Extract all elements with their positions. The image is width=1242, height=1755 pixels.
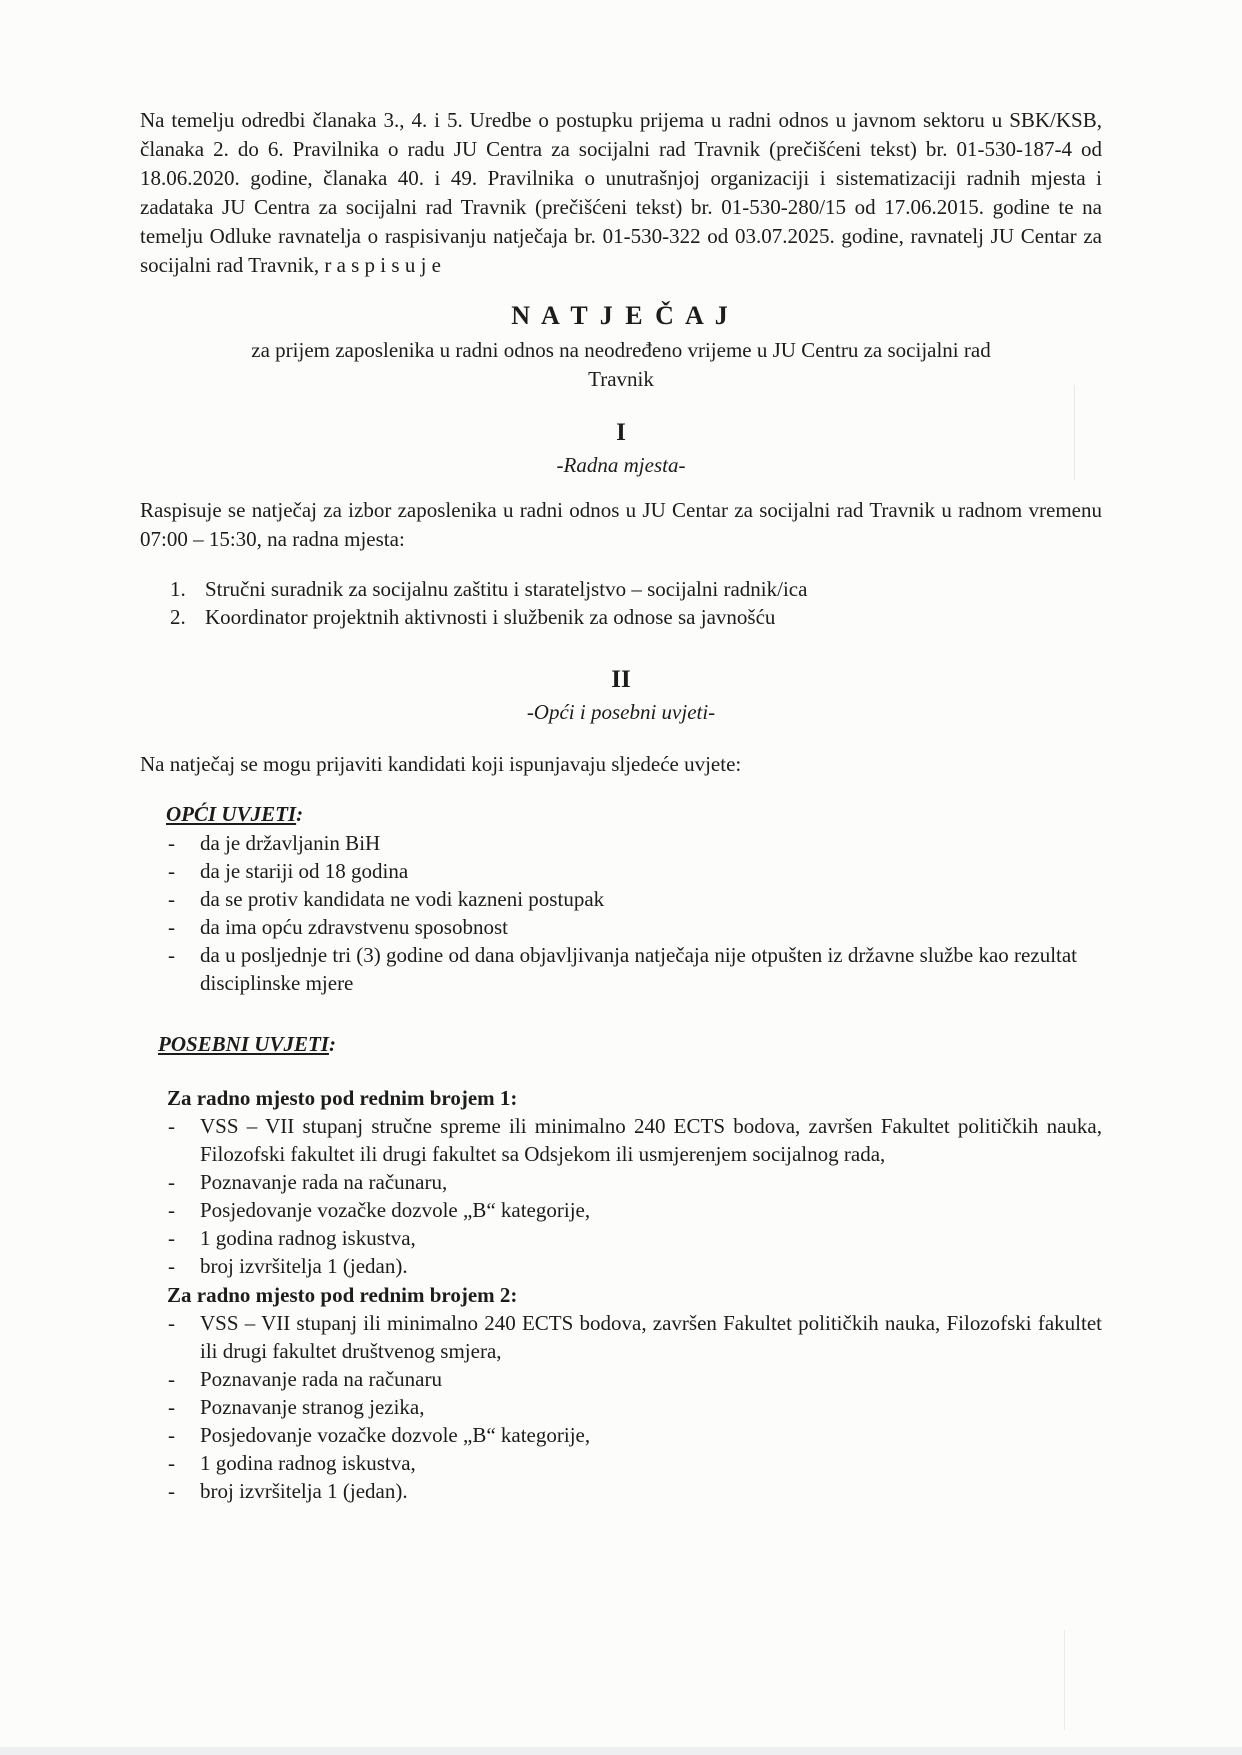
scan-edge-strip [0,1747,1242,1755]
list-item [140,1421,1102,1449]
list-item [140,829,1102,857]
list-item [140,941,1102,997]
list-item-text: Koordinator projektnih aktivnosti i službenik za odnose sa javnošću [205,605,776,629]
dash-bullet: - [168,1254,175,1278]
document-title: N A T J E Č A J [511,301,731,330]
job-2-requirements-list [140,1309,1102,1505]
dash-bullet: - [168,1395,175,1419]
section-2-paragraph: Na natječaj se mogu prijaviti kandidati koji ispunjavaju sljedeće uvjete: [140,752,742,776]
list-item-number: 2. [170,605,186,629]
section-2-numeral: II [611,666,631,693]
list-item-text: da je državljanin BiH [200,831,381,855]
list-item [140,603,1102,631]
dash-bullet: - [168,1451,175,1475]
list-item [140,913,1102,941]
list-item-text: 1 godina radnog iskustva, [200,1226,416,1250]
list-item-text: da se protiv kandidata ne vodi kazneni postupak [200,887,605,911]
list-item-text: da u posljednje tri (3) godine od dana objavljivanja natječaja nije otpušten iz državne službe kao rezultat disciplinske mjere [200,943,1078,995]
document-content [140,85,1102,1505]
list-item-text: Poznavanje rada na računaru, [200,1170,448,1194]
section-1-caption: -Radna mjesta- [556,453,686,477]
list-item [140,1365,1102,1393]
scan-artifact-line [1074,385,1075,480]
document-subtitle [140,336,1102,394]
heading-colon: : [296,802,304,826]
list-item-text: Poznavanje stranog jezika, [200,1395,425,1419]
job-2-requirements-heading: Za radno mjesto pod rednim brojem 2: [167,1283,518,1307]
special-conditions-heading [158,1030,1102,1059]
dash-bullet: - [168,831,175,855]
list-item-text: Stručni suradnik za socijalnu zaštitu i starateljstvo – socijalni radnik/ica [205,577,808,601]
special-conditions-heading-text: POSEBNI UVJETI [158,1032,329,1056]
intro-paragraph: Na temelju odredbi članaka 3., 4. i 5. Uredbe o postupku prijema u radni odnos u javnom sektoru u SBK/KSB, članaka 2. do 6. Pravilnika o radu JU Centra za socijalni rad Travnik (prečišćeni tekst) br. 01-530-187-4 od 18.06.2020. godine, članaka 40. i 49. Pravilnika o unutrašnjoj organizaciji i sistematizaciji radnih mjesta i zadataka JU Centra za socijalni rad Travnik (prečišćeni tekst) br. 01-530-280/15 od 17.06.2015. godine te na temelju Odluke ravnatelja o raspisivanju natječaja br. 01-530-322 od 03.07.2025. godine, ravnatelj JU Centar za socijalni rad Travnik, r a s p i s u j e [140,108,1102,277]
dash-bullet: - [168,915,175,939]
list-item [140,1309,1102,1365]
dash-bullet: - [168,1226,175,1250]
list-item-number: 1. [170,577,186,601]
general-conditions-heading [166,800,1102,829]
dash-bullet: - [168,1367,175,1391]
dash-bullet: - [168,1311,175,1335]
list-item-text: Posjedovanje vozačke dozvole „B“ kategorije, [200,1198,591,1222]
list-item-text: Posjedovanje vozačke dozvole „B“ kategorije, [200,1423,591,1447]
section-2-caption: -Opći i posebni uvjeti- [526,700,716,724]
dash-bullet: - [168,943,175,967]
list-item-text: da ima opću zdravstvenu sposobnost [200,915,508,939]
subtitle-line-1: za prijem zaposlenika u radni odnos na neodređeno vrijeme u JU Centru za socijalni rad [251,338,991,362]
dash-bullet: - [168,1198,175,1222]
list-item-text: VSS – VII stupanj ili minimalno 240 ECTS bodova, završen Fakultet političkih nauka, Filozofski fakultet ili drugi fakultet društvenog smjera, [200,1311,1102,1363]
general-conditions-heading-text: OPĆI UVJETI [166,802,297,826]
list-item [140,1449,1102,1477]
list-item [140,575,1102,603]
section-1-paragraph: Raspisuje se natječaj za izbor zaposlenika u radni odnos u JU Centar za socijalni rad Travnik u radnom vremenu 07:00 – 15:30, na radna mjesta: [140,498,1102,551]
list-item [140,1168,1102,1196]
list-item [140,1393,1102,1421]
job-1-requirements-heading: Za radno mjesto pod rednim brojem 1: [167,1086,518,1110]
dash-bullet: - [168,1479,175,1503]
list-item [140,1477,1102,1505]
job-positions-list [140,575,1102,631]
list-item [140,857,1102,885]
section-1-numeral: I [616,419,626,446]
list-item [140,1252,1102,1280]
dash-bullet: - [168,887,175,911]
list-item-text: VSS – VII stupanj stručne spreme ili minimalno 240 ECTS bodova, završen Fakultet političkih nauka, Filozofski fakultet ili drugi fakultet sa Odsjekom ili usmjerenjem socijalnog rada, [200,1114,1102,1166]
job-1-requirements-list [140,1112,1102,1280]
general-conditions-list [140,829,1102,997]
list-item [140,1196,1102,1224]
dash-bullet: - [168,1170,175,1194]
list-item-text: Poznavanje rada na računaru [200,1367,442,1391]
dash-bullet: - [168,1114,175,1138]
dash-bullet: - [168,1423,175,1447]
list-item [140,885,1102,913]
list-item-text: 1 godina radnog iskustva, [200,1451,416,1475]
heading-colon: : [328,1032,336,1056]
subtitle-line-2: Travnik [588,367,654,391]
list-item [140,1224,1102,1252]
list-item-text: broj izvršitelja 1 (jedan). [200,1254,408,1278]
list-item-text: broj izvršitelja 1 (jedan). [200,1479,408,1503]
list-item-text: da je stariji od 18 godina [200,859,409,883]
dash-bullet: - [168,859,175,883]
list-item [140,1112,1102,1168]
scan-artifact-line [1064,1630,1065,1730]
